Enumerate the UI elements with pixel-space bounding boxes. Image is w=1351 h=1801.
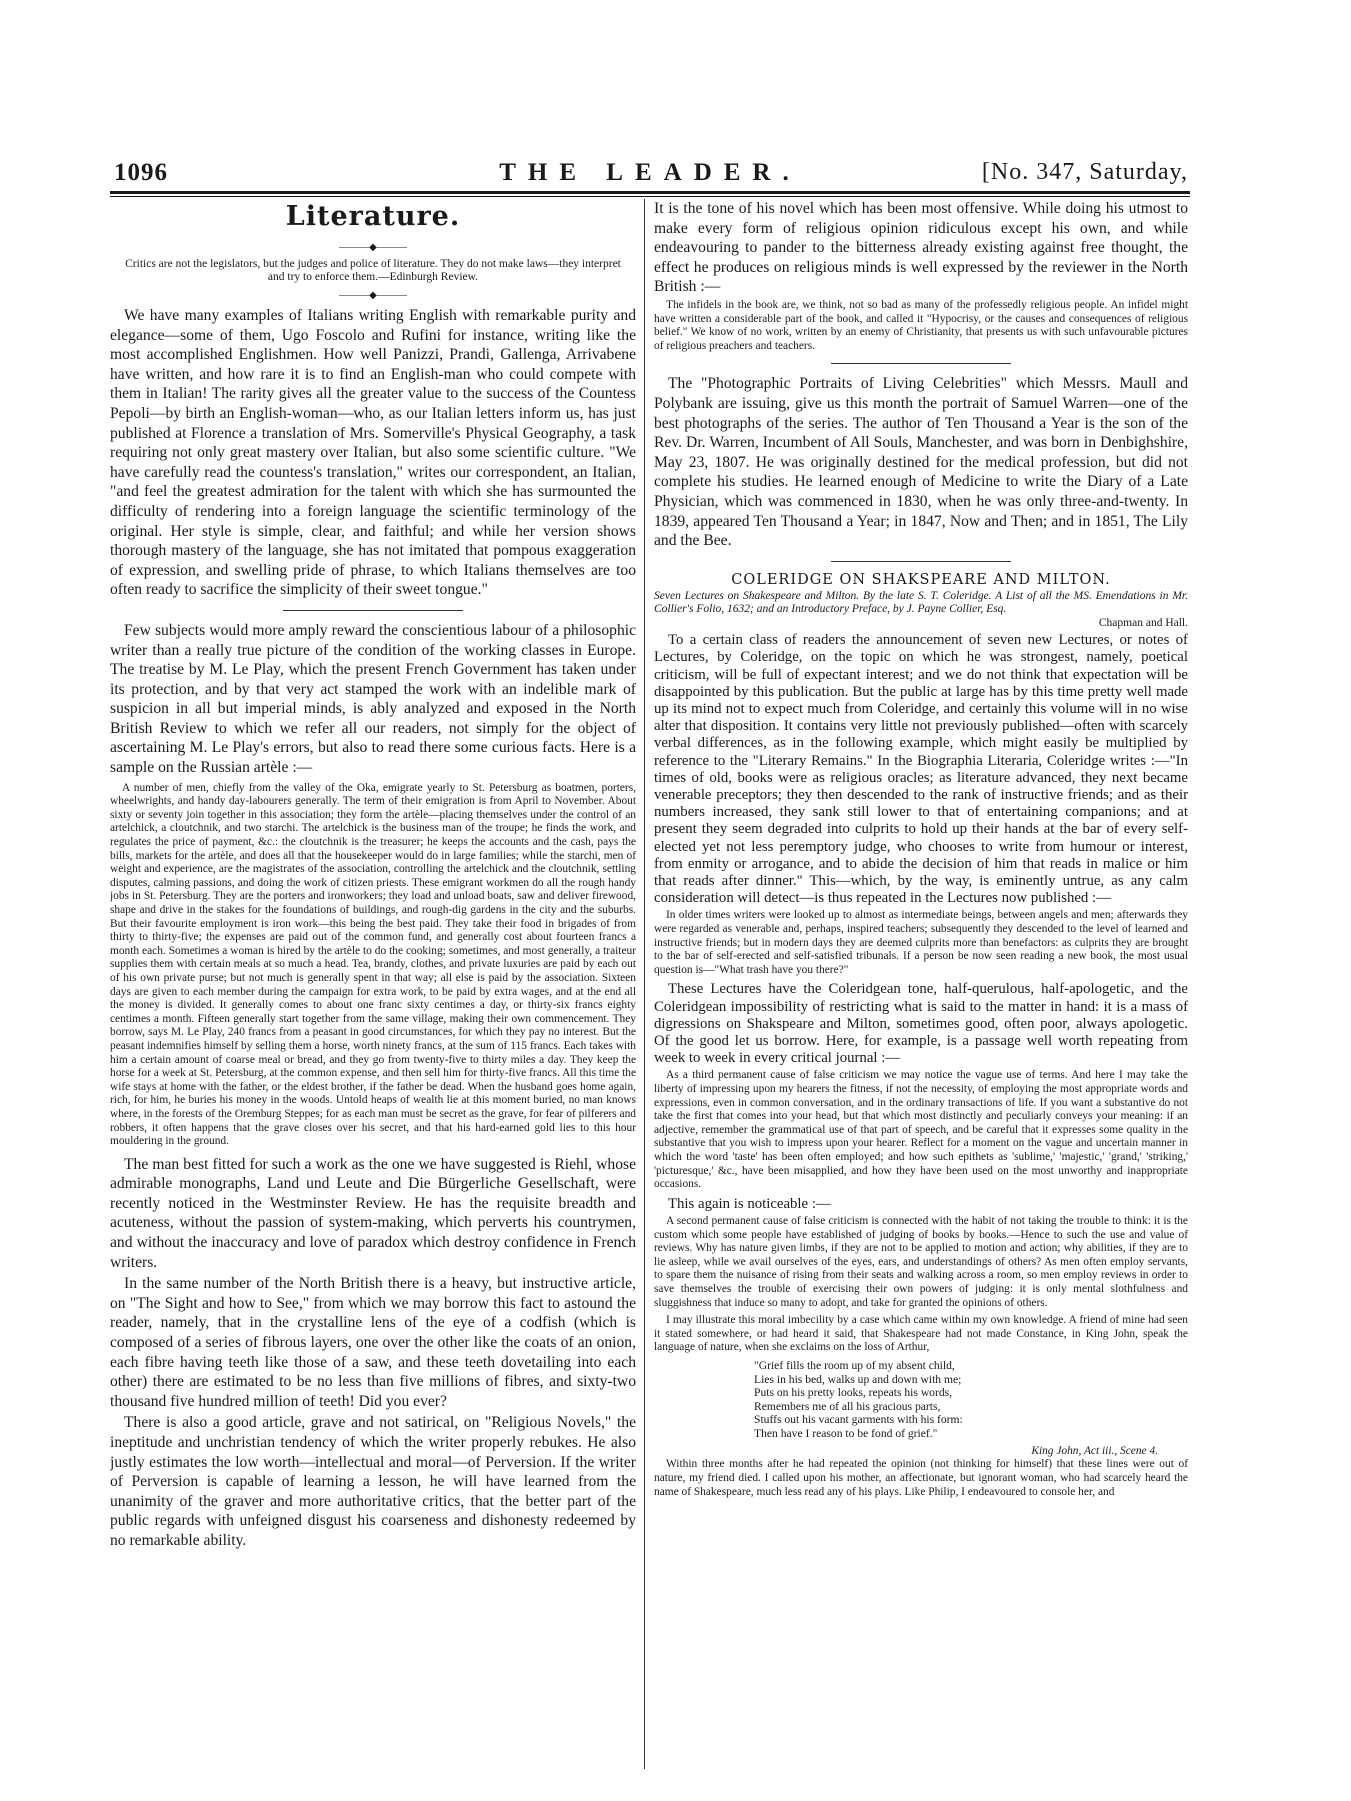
quote-north-british: The infidels in the book are, we think, not so bad as many of the professedly religious people. An infidel might have written a considerable part of the book, and called it "Hypocrisy, or the causes and consequences of religious belief." We know of no work, written by an enemy of Christianity, that presents us with such unfavourable pictures of religious preachers and teachers. (654, 298, 1188, 352)
separator-rule (831, 561, 1011, 562)
quote-second-cause: A second permanent cause of false criticism is connected with the habit of not taking the trouble to think: it is the custom which some people have established of judging of books by books.—Hence to such the use and value of reviews. Why has nature given limbs, if they are not to be applied to motion and action; why abilities, if they are to lie asleep, while we avail ourselves of the eyes, ears, and understandings of others? As men often employ servants, to spare them the nuisance of rising from their seats and walking across a room, so men employ reviews in order to save themselves the trouble of exercising their own powers of judging: it is only mental slothfulness and sluggishness that induce so many to adopt, and take for granted the opinions of others. (654, 1214, 1188, 1309)
paragraph-coleridgean-tone: These Lectures have the Coleridgean tone, half-querulous, half-apologetic, and the Coleridgean impossibility of restricting what is said to the matter in hand: it is a mass of digressions on Shakspeare and Milton, sometimes good, often poor, always apologetic. Of the good let us borrow. Here, for example, is a passage well worth repeating from week to week in every critical journal :— (654, 981, 1188, 1067)
section-title: Literature. (285, 201, 461, 232)
verse-line: Then have I reason to be fond of grief." (754, 1426, 938, 1440)
paragraph-perversion-tone: It is the tone of his novel which has been most offensive. While doing his utmost to make every form of religious opinion ridiculous except his own, and while endeavouring to pander to the bitterness already existing against free thought, the effect he produces on religious minds is well expressed by the reviewer in the North British :— (654, 200, 1188, 296)
verse-line: "Grief fills the room up of my absent child, (754, 1358, 955, 1372)
newspaper-title: THE LEADER. (499, 159, 801, 186)
quote-three-months: Within three months after he had repeated the opinion (not thinking for himself) that these lines were out of nature, my friend died. I called upon his mother, an affectionate, but ignorant woman, who had scarcely heard the name of Shakespeare, much less read any of his plays. Like Philip, I endeavoured to console her, and (654, 1458, 1188, 1498)
newspaper-page (110, 155, 1190, 1775)
paragraph-le-play: Few subjects would more amply reward the conscientious labour of a philosophic writer than a really true picture of the condition of the working classes in Europe. The treatise by M. Le Play, which the present French Government has taken under its protection, and by that very act stamped the work with an indelible mark of suspicion in all but imperial minds, is ably analyzed and exposed in the North British Review to which we refer all our readers, not simply for the object of ascertaining M. Le Play's errors, but also to read there some curious facts. Here is a sample on the Russian artèle :— (110, 621, 636, 777)
masthead-rule-thick (110, 191, 1190, 194)
ornament-top: ———◆——— (339, 242, 407, 253)
verse-line: Puts on his pretty looks, repeats his words, (754, 1386, 953, 1400)
verse-line: Stuffs out his vacant garments with his form: (754, 1413, 963, 1427)
paragraph-photographic-portraits: The "Photographic Portraits of Living Celebrities" which Messrs. Maull and Polybank are issuing, give us this month the portrait of Samuel Warren—one of the best photographs of the series. The author of Ten Thousand a Year is the son of the Rev. Dr. Warren, Incumbent of All Souls, Manchester, and was born in Denbighshire, May 23, 1807. He was originally destined for the medical profession, but did not complete his studies. He learned enough of Medicine to write the Diary of a Late Physician, which was commenced in 1830, when he was only three-and-twenty. In 1839, appeared Ten Thousand a Year; in 1847, Now and Then; and in 1851, The Lily and the Bee. (654, 375, 1188, 550)
issue-label: [No. 347, Saturday, (981, 159, 1188, 185)
article-subtitle (654, 590, 1188, 631)
verse-king-john (754, 1359, 1188, 1441)
ornament-bottom: ———◆——— (339, 290, 407, 301)
paragraph-italian-writers: We have many examples of Italians writing English with remarkable purity and elegance—some of them, Ugo Foscolo and Rufini for instance, writing like the most accomplished Englishmen. How well Panizzi, Prandi, Gallenga, Arrivabene have written, and how rare it is to find an English-man who could compete with them in Italian! The rarity gives all the greater value to the success of the Countess Pepoli—by birth an English-woman—who, as our Italian letters inform us, has just published at Florence a translation of Mrs. Somerville's Physical Geography, a task requiring not only great mastery over Italian, but also some scientific culture. "We have carefully read the countess's translation," writes our correspondent, an Italian, "and feel the greatest admiration for the talent with which she has surmounted the difficulty of rendering into a foreign language the scientific terminology of the original. Her style is simple, clear, and faithful; and while her version shows thorough mastery of the language, she has not imitated that pompous exaggeration of expression, and swelling pride of phrase, to which Italians themselves are too often ready to sacrifice the simplicity of their sweet tongue." (110, 307, 636, 599)
verse-line: Lies in his bed, walks up and down with me; (754, 1372, 962, 1386)
separator-rule (283, 610, 463, 611)
quote-third-cause: As a third permanent cause of false criticism we may notice the vague use of terms. And here I may take the liberty of impressing upon my hearers the fitness, if not the necessity, of employing the most appropriate words and expressions, even in common conversation, and in the ordinary transactions of life. If you want a substantive do not take the first that comes into your head, but that which most distinctly and peculiarly conveys your meaning: if an adjective, remember the grammatical use of that part of speech, and be careful that it expresses some quality in the substantive that you wish to impress upon your hearer. Reflect for a moment on the vague and uncertain manner in which the word 'taste' has been often employed; and how such epithets as 'sublime,' 'majestic,' 'grand,' 'striking,' 'picturesque,' &c., have been misapplied, and how they have been used on the most unworthy and inappropriate occasions. (654, 1069, 1188, 1191)
page-number: 1096 (114, 159, 168, 186)
quote-moral-imbecility: I may illustrate this moral imbecility by a case which came within my own knowledge. A friend of mine had seen it stated somewhere, or had heard it said, that Shakespeare had not made Constance, in King John, speak the language of nature, when she exclaims on the loss of Arthur, (654, 1314, 1188, 1354)
right-column (654, 199, 1188, 1769)
article-title: COLERIDGE ON SHAKSPEARE AND MILTON. (731, 571, 1111, 588)
column-divider (644, 199, 645, 1769)
publisher: Chapman and Hall. (1098, 616, 1188, 629)
section-motto: Critics are not the legislators, but the judges and police of literature. They do not make laws—they interpret and try to enforce them.—Edinburgh Review. (125, 258, 621, 283)
verse-citation: King John, Act iii., Scene 4. (1031, 1445, 1158, 1458)
masthead-rule-thin (110, 196, 1190, 197)
separator-rule (831, 363, 1011, 364)
verse-line: Remembers me of all his gracious parts, (754, 1399, 941, 1413)
paragraph-riehl: The man best fitted for such a work as the one we have suggested is Riehl, whose admirable monographs, Land und Leute and Die Bürgerliche Gesellschaft, were recently noticed in the Westminster Review. He has the requisite breadth and acuteness, without the passion of system-making, which perverts his countrymen, and without the inaccuracy and love of paradox which destroy confidence in French writers. (110, 1155, 636, 1271)
quote-russian-artele: A number of men, chiefly from the valley of the Oka, emigrate yearly to St. Petersburg as boatmen, porters, wheelwrights, and handy day-labourers generally. The term of their emigration is from April to November. About sixty or seventy join together in this association; they form the artèle—placing themselves under the control of an artelchick, a cloutchnik, and two starchi. The artelchick is the business man of the troupe; he finds the work, and regulates the price of payment, &c.: the cloutchnik is the treasurer; he keeps the accounts and the cash, pays the bills, markets for the artèle, and does all that the housekeeper would do in large families; while the starchi, men of weight and experience, are the magistrates of the association, controlling the artelchick and the cloutchnik, settling disputes, calming passions, and doing the work of citizen priests. These emigrant workmen do all the rough handy jobs in St. Petersburg. They are the porters and ironworkers; they load and unload boats, saw and deliver firewood, shape and drive in the stakes for the foundations of buildings, and rough-dig gardens in the city and the suburbs. But their favourite employment is iron work—this being the best paid. They take their food in brigades of from thirty to thirty-five; the expenses are paid out of the common fund, and generally cost about fourteen francs a month each. Sometimes a woman is hired by the artèle to do the cooking; sometimes, and most generally, a traiteur supplies them with certain meals at so much a head. Tea, brandy, clothes, and private luxuries are paid by each out of his own private purse; but not much is generally spent in that way; all else is paid by the association. Sixteen days are given to each member during the campaign for extra work, to be paid by extra wages, and at the end all the money is divided. It generally comes to about one franc sixty centimes a day, or thirty-six francs eighty centimes a month. Fifteen generally start together from the same village, making their own commencement. They borrow, says M. Le Play, 240 francs from a peasant in good circumstances, for which they pay no interest. But the peasant indemnifies himself by selling them a horse, worth ninety francs, at the sum of 115 francs. Each takes with him a certain amount of coarse meal or bread, and they go from twenty-five to thirty miles a day. They keep the horse for a week at St. Petersburg, at the common expense, and then sell him for thirty-five francs. All this time the wife stays at home with the father, or the eldest brother, if the father be dead. When the husband goes home again, rich, for him, he buries his money in the woods. Untold heaps of wealth lie at this moment buried, no man knows where, in the forests of the Oremburg Steppes; for as each man must be secret as the grave, for fear of pilferers and robbers, it often happens that the grave closes over his secret, and that his hard-earned gold lies to this hour mouldering in the ground. (110, 781, 636, 1148)
paragraph-codfish: In the same number of the North British there is a heavy, but instructive article, on "The Sight and how to See," from which we may borrow this fact to astound the reader, namely, that in the crystalline lens of the eye of a codfish (which is composed of a series of fibrous layers, one over the other like the coats of an onion, each fibre having teeth like those of a saw, and these teeth dovetailing into each other) there are estimated to be no less than five millions of fibres, and sixty-two thousand five hundred million of teeth! Did you ever? (110, 1275, 636, 1410)
masthead (110, 155, 1190, 189)
book-description: Seven Lectures on Shakespeare and Milton. By the late S. T. Coleridge. A List of all the MS. Emendations in Mr. Collier's Folio, 1632; and an Introductory Preface, by J. Payne Collier, Esq. (654, 589, 1188, 616)
paragraph-religious-novels: There is also a good article, grave and not satirical, on "Religious Novels," the ineptitude and unchristian tendency of which the writer properly rebukes. He also justly estimates the low worth—intellectual and moral—of Perversion. If the writer of Perversion is capable of learning a lesson, he will have learned from the unanimity of the graver and more authoritative critics, that the better part of the public regards with unfeigned disgust his coarseness and dishonesty redeemed by no remarkable ability. (110, 1414, 636, 1549)
left-column (110, 199, 636, 1769)
paragraph-coleridge-intro: To a certain class of readers the announcement of seven new Lectures, or notes of Lectures, by Coleridge, on the topic on which he was strongest, namely, poetical criticism, will be full of expectant interest; and we do not think that expectation will be disappointed by this publication. But the public at large has by this time pretty well made up its mind not to expect much from Coleridge, and certainly this volume will in no wise alter that disposition. It contains very little not previously published—often with scarcely verbal differences, as in the following example, which might easily be multiplied by reference to the "Literary Remains." In the Biographia Literaria, Coleridge writes :—"In times of old, books were as religious oracles; as literature advanced, they next became venerable preceptors; they then descended to the rank of instructive friends; and as their numbers increased, they sank still lower to that of entertaining companions; and at present they seem degraded into culprits to hold up their hands at the bar of every self-elected yet not less peremptory judge, who chooses to write from humour or interest, from enmity or arrogance, and to abide the decision of him that reads in malice or him that reads after dinner." This—which, by the way, is eminently untrue, as any calm consideration will detect—is thus repeated in the Lectures now published :— (654, 632, 1188, 907)
paragraph-noticeable: This again is noticeable :— (668, 1195, 831, 1212)
quote-older-times: In older times writers were looked up to almost as intermediate beings, between angels and men; afterwards they were regarded as venerable and, perhaps, inspired teachers; subsequently they descended to the level of learned and instructive friends; but in modern days they are deemed culprits more than benefactors: as culprits they are brought to the bar of self-erected and self-satisfied tribunals. If a person be now seen reading a new book, the most usual question is—"What trash have you there?" (654, 909, 1188, 976)
